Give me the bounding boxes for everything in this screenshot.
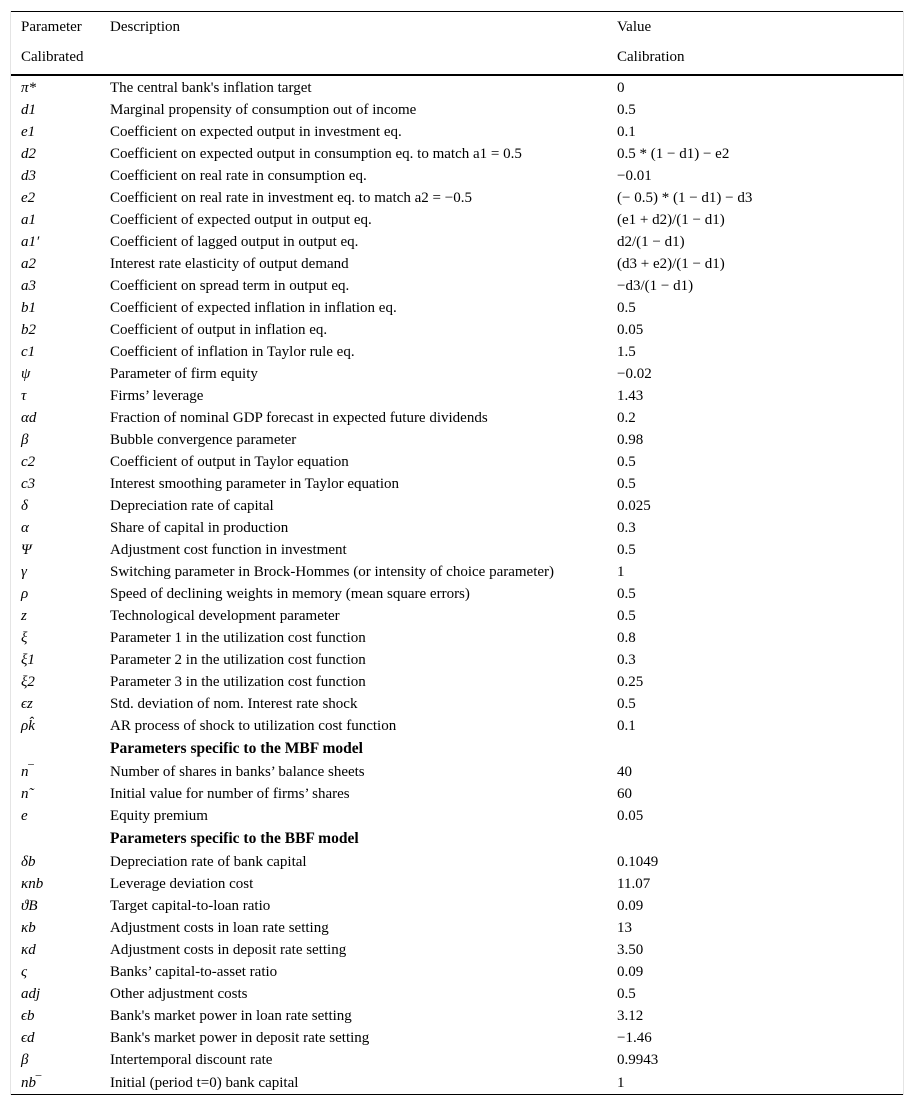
value-cell: 0.8 <box>617 630 636 646</box>
param-cell: c3 <box>21 476 36 492</box>
value-cell: 0.9943 <box>617 1052 659 1068</box>
table-row <box>11 297 903 319</box>
table-row <box>11 275 903 297</box>
value-cell: 0.3 <box>617 520 636 536</box>
table-body <box>11 75 903 1095</box>
description-cell: Equity premium <box>110 808 208 824</box>
param-cell: e1 <box>21 124 36 140</box>
header-calibrated: Calibrated <box>11 48 100 75</box>
value-cell: 0.98 <box>617 432 644 448</box>
value-cell: 1 <box>617 564 625 580</box>
table-row <box>11 517 903 539</box>
table-row <box>11 671 903 693</box>
description-cell: Std. deviation of nom. Interest rate shock <box>110 696 358 712</box>
description-cell: Switching parameter in Brock-Hommes (or intensity of choice parameter) <box>110 564 555 580</box>
table-row <box>11 1071 903 1095</box>
section-header-row <box>11 737 903 761</box>
param-cell: β <box>21 1052 29 1068</box>
table-row <box>11 539 903 561</box>
value-cell: 0.2 <box>617 410 636 426</box>
value-cell: 0.09 <box>617 964 644 980</box>
table-header <box>11 12 903 76</box>
value-cell: −d3/(1 − d1) <box>617 278 694 294</box>
table-row <box>11 895 903 917</box>
param-cell: δb <box>21 854 36 870</box>
description-cell: Parameter 3 in the utilization cost function <box>110 674 366 690</box>
description-cell: Speed of declining weights in memory (mean square errors) <box>110 586 470 602</box>
table-row <box>11 805 903 827</box>
value-cell: 0.3 <box>617 652 636 668</box>
header-row-1 <box>11 12 903 49</box>
header-description: Description <box>100 12 607 49</box>
value-cell: 1 <box>607 1071 903 1095</box>
param-cell: adj <box>21 986 41 1002</box>
table-row <box>11 121 903 143</box>
param-cell: Ψ <box>21 542 32 558</box>
table-row <box>11 363 903 385</box>
value-cell: 60 <box>617 786 632 802</box>
value-cell: (− 0.5) * (1 − d1) − d3 <box>617 190 753 206</box>
param-cell: γ <box>21 564 27 580</box>
description-cell: Interest rate elasticity of output demand <box>110 256 349 272</box>
description-cell: Parameter 1 in the utilization cost function <box>110 630 366 646</box>
value-cell: 40 <box>617 764 632 780</box>
table-row <box>11 209 903 231</box>
table-row <box>11 451 903 473</box>
param-cell: ϵz <box>21 696 33 712</box>
description-cell: Parameter 2 in the utilization cost function <box>110 652 366 668</box>
table-row <box>11 1005 903 1027</box>
description-cell: Coefficient of output in Taylor equation <box>110 454 349 470</box>
description-cell: Technological development parameter <box>110 608 340 624</box>
table-row <box>11 495 903 517</box>
table-row <box>11 873 903 895</box>
table-row <box>11 429 903 451</box>
parameter-table-container <box>10 11 904 1095</box>
param-cell: ξ2 <box>21 674 35 690</box>
description-cell: Initial (period t=0) bank capital <box>100 1071 607 1095</box>
param-cell: ρ <box>21 586 29 602</box>
table-row <box>11 253 903 275</box>
value-cell: 1.5 <box>617 344 636 360</box>
param-cell: ξ1 <box>21 652 35 668</box>
table-row <box>11 649 903 671</box>
param-cell: ξ <box>21 630 28 646</box>
header-parameter: Parameter <box>11 12 100 49</box>
header-value: Value <box>607 12 903 49</box>
param-cell: b2 <box>21 322 36 338</box>
value-cell: 0.1 <box>617 124 636 140</box>
param-cell: d3 <box>21 168 36 184</box>
param-cell: e <box>21 808 28 824</box>
value-cell: 0.5 <box>617 542 636 558</box>
table-row <box>11 939 903 961</box>
param-cell: ς <box>21 964 28 980</box>
description-cell: Intertemporal discount rate <box>110 1052 273 1068</box>
table-row <box>11 917 903 939</box>
parameter-table <box>11 11 903 1095</box>
header-empty <box>100 48 607 75</box>
param-cell: π* <box>21 80 37 96</box>
table-row <box>11 319 903 341</box>
value-cell: 0.5 <box>617 300 636 316</box>
value-cell: 0 <box>617 80 625 96</box>
param-cell: ϵb <box>21 1008 35 1024</box>
value-cell: 0.5 * (1 − d1) − e2 <box>617 146 730 162</box>
header-row-2 <box>11 48 903 75</box>
value-cell: 0.5 <box>617 696 636 712</box>
value-cell: 0.05 <box>617 808 644 824</box>
table-row <box>11 473 903 495</box>
value-cell: (e1 + d2)/(1 − d1) <box>617 212 725 228</box>
param-cell: ψ <box>21 366 31 382</box>
param-cell: nb‾ <box>11 1071 100 1095</box>
value-cell: −0.02 <box>617 366 652 382</box>
param-cell: ϵd <box>21 1030 35 1046</box>
description-cell: AR process of shock to utilization cost function <box>110 718 397 734</box>
table-row <box>11 693 903 715</box>
value-cell: 0.5 <box>617 476 636 492</box>
table-row <box>11 583 903 605</box>
param-cell: β <box>21 432 29 448</box>
value-cell: 0.5 <box>617 102 636 118</box>
param-cell: n˜ <box>21 786 34 802</box>
value-cell: 0.1 <box>617 718 636 734</box>
description-cell: Other adjustment costs <box>110 986 248 1002</box>
table-row <box>11 851 903 873</box>
value-cell: 3.50 <box>617 942 644 958</box>
description-cell: Target capital-to-loan ratio <box>110 898 271 914</box>
table-row <box>11 385 903 407</box>
table-row <box>11 983 903 1005</box>
description-cell: Fraction of nominal GDP forecast in expected future dividends <box>110 410 488 426</box>
description-cell: Coefficient of lagged output in output eq. <box>110 234 359 250</box>
param-cell: αd <box>21 410 37 426</box>
value-cell: 0.5 <box>617 608 636 624</box>
description-cell: Adjustment costs in loan rate setting <box>110 920 329 936</box>
param-cell: e2 <box>21 190 36 206</box>
description-cell: Coefficient of expected inflation in inflation eq. <box>110 300 397 316</box>
value-cell: 0.25 <box>617 674 644 690</box>
table-row <box>11 961 903 983</box>
param-cell: c1 <box>21 344 36 360</box>
description-cell: Marginal propensity of consumption out of income <box>110 102 417 118</box>
table-row <box>11 75 903 99</box>
table-row <box>11 231 903 253</box>
param-cell: ρk̂ <box>21 718 35 734</box>
param-cell: a2 <box>21 256 36 272</box>
value-cell: (d3 + e2)/(1 − d1) <box>617 256 725 272</box>
param-cell: d2 <box>21 146 36 162</box>
param-cell: c2 <box>21 454 36 470</box>
value-cell: −1.46 <box>617 1030 652 1046</box>
description-cell: Coefficient on expected output in consumption eq. to match a1 = 0.5 <box>110 146 522 162</box>
value-cell: 0.5 <box>617 586 636 602</box>
table-row <box>11 187 903 209</box>
value-cell: 1.43 <box>617 388 644 404</box>
value-cell: d2/(1 − d1) <box>617 234 685 250</box>
description-cell: Coefficient of output in inflation eq. <box>110 322 328 338</box>
description-cell: Depreciation rate of capital <box>110 498 274 514</box>
value-cell: −0.01 <box>617 168 652 184</box>
description-cell: Share of capital in production <box>110 520 289 536</box>
value-cell: 3.12 <box>617 1008 644 1024</box>
value-cell: 0.5 <box>617 454 636 470</box>
table-row <box>11 561 903 583</box>
description-cell: Coefficient on spread term in output eq. <box>110 278 350 294</box>
description-cell: Bubble convergence parameter <box>110 432 297 448</box>
description-cell: Number of shares in banks’ balance sheets <box>110 764 365 780</box>
param-cell: κd <box>21 942 36 958</box>
value-cell: 0.025 <box>617 498 651 514</box>
param-cell: τ <box>21 388 27 404</box>
param-cell: n‾ <box>21 764 34 780</box>
description-cell: Leverage deviation cost <box>110 876 254 892</box>
param-cell: a3 <box>21 278 36 294</box>
description-cell: Adjustment cost function in investment <box>110 542 347 558</box>
description-cell: Firms’ leverage <box>110 388 204 404</box>
description-cell: Banks’ capital-to-asset ratio <box>110 964 278 980</box>
param-cell: d1 <box>21 102 36 118</box>
value-cell: 11.07 <box>617 876 651 892</box>
description-cell: Interest smoothing parameter in Taylor equation <box>110 476 400 492</box>
table-row <box>11 715 903 737</box>
table-row <box>11 143 903 165</box>
table-row <box>11 627 903 649</box>
param-cell: δ <box>21 498 28 514</box>
table-row <box>11 761 903 783</box>
description-cell: Bank's market power in loan rate setting <box>110 1008 352 1024</box>
value-cell: 0.09 <box>617 898 644 914</box>
table-row <box>11 783 903 805</box>
table-row <box>11 1027 903 1049</box>
header-calibration: Calibration <box>607 48 903 75</box>
param-cell: z <box>21 608 27 624</box>
description-cell: Depreciation rate of bank capital <box>110 854 307 870</box>
table-row <box>11 407 903 429</box>
param-cell: b1 <box>21 300 36 316</box>
section-title: Parameters specific to the BBF model <box>110 830 359 847</box>
param-cell: a1 <box>21 212 36 228</box>
param-cell: κb <box>21 920 36 936</box>
param-cell: a1′ <box>21 234 40 250</box>
table-row <box>11 165 903 187</box>
value-cell: 13 <box>617 920 632 936</box>
section-title: Parameters specific to the MBF model <box>110 740 363 757</box>
description-cell: Coefficient on real rate in consumption eq. <box>110 168 367 184</box>
table-row <box>11 605 903 627</box>
table-row <box>11 341 903 363</box>
section-header-row <box>11 827 903 851</box>
description-cell: Initial value for number of firms’ shares <box>110 786 350 802</box>
section-empty-cell <box>11 737 100 761</box>
table-row <box>11 1049 903 1071</box>
table-row <box>11 99 903 121</box>
section-empty-cell <box>11 827 100 851</box>
description-cell: Bank's market power in deposit rate setting <box>110 1030 370 1046</box>
value-cell: 0.1049 <box>617 854 659 870</box>
description-cell: Coefficient of expected output in output eq. <box>110 212 372 228</box>
description-cell: Coefficient on real rate in investment eq. to match a2 = −0.5 <box>110 190 472 206</box>
param-cell: α <box>21 520 29 536</box>
param-cell: κnb <box>21 876 44 892</box>
param-cell: ϑB <box>21 898 38 914</box>
value-cell: 0.05 <box>617 322 644 338</box>
value-cell: 0.5 <box>617 986 636 1002</box>
description-cell: Coefficient of inflation in Taylor rule eq. <box>110 344 355 360</box>
description-cell: Coefficient on expected output in investment eq. <box>110 124 402 140</box>
description-cell: The central bank's inflation target <box>110 80 312 96</box>
description-cell: Parameter of firm equity <box>110 366 258 382</box>
description-cell: Adjustment costs in deposit rate setting <box>110 942 347 958</box>
